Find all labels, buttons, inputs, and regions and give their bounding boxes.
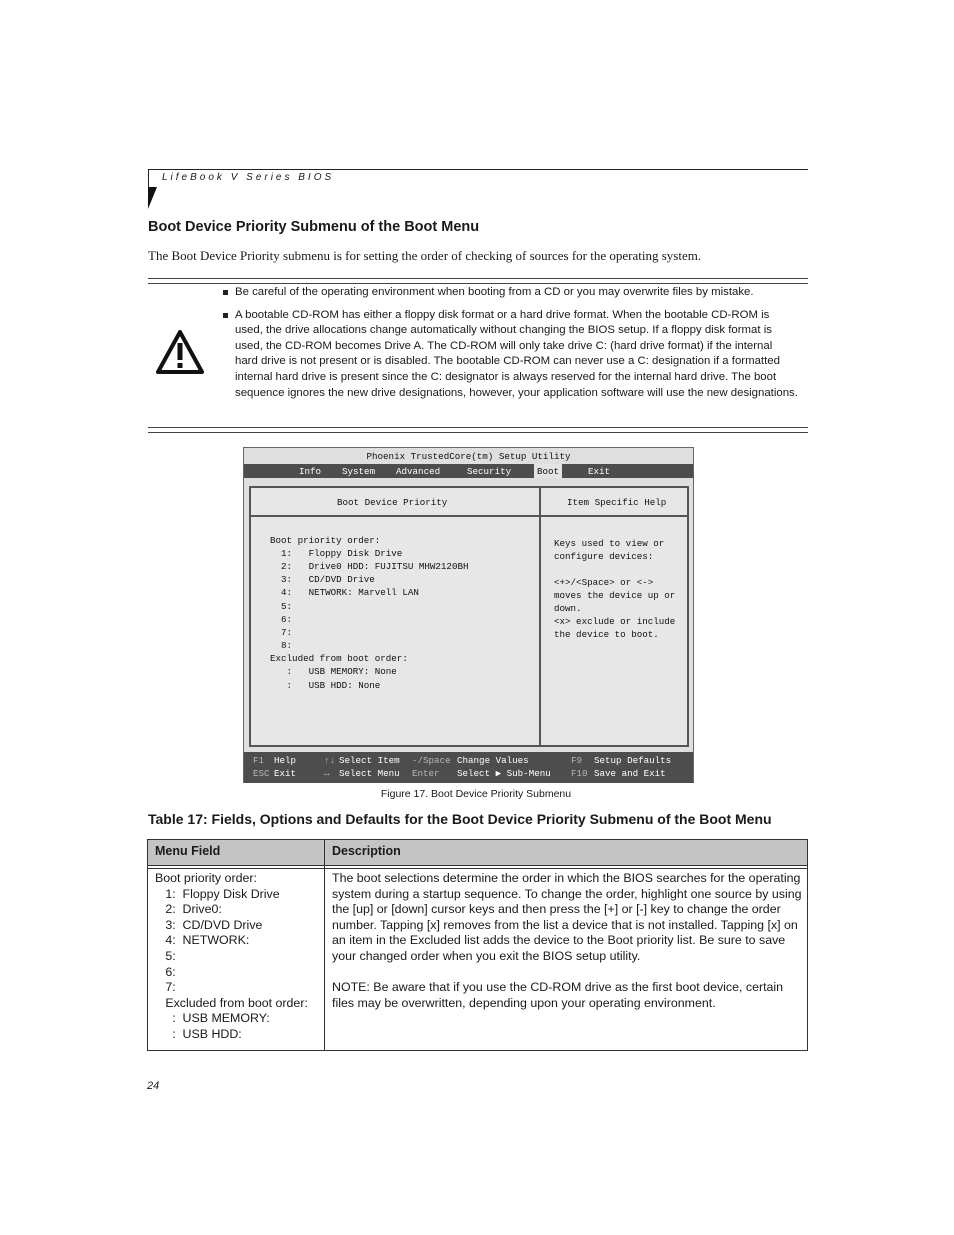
bios-key-minus: -/Space xyxy=(412,755,451,766)
bios-help-line: moves the device up or xyxy=(554,590,676,601)
section-heading: Boot Device Priority Submenu of the Boot Menu xyxy=(148,219,480,235)
table-header-divider xyxy=(148,866,807,869)
bios-boot-item[interactable]: 2: Drive0 HDD: FUJITSU MHW2120BH xyxy=(270,561,469,572)
table-header-row xyxy=(148,840,807,866)
bios-key-f9-label: Setup Defaults xyxy=(594,755,672,766)
bios-key-f10: F10 xyxy=(571,768,588,779)
running-header xyxy=(148,169,808,207)
bios-key-f10-label: Save and Exit xyxy=(594,768,666,779)
bios-key-f1: F1 xyxy=(253,755,265,766)
bios-panel-header xyxy=(249,486,541,517)
bios-boot-item[interactable]: 3: CD/DVD Drive xyxy=(270,574,375,585)
menu-field-item: 5: xyxy=(155,948,176,963)
description-cell xyxy=(332,871,802,1027)
bios-menu-boot[interactable]: Boot xyxy=(534,464,562,478)
column-header-description: Description xyxy=(332,844,401,858)
bullet-icon xyxy=(223,313,228,318)
running-header-text: LifeBook V Series BIOS xyxy=(162,172,335,183)
bios-menu-security[interactable]: Security xyxy=(467,466,512,477)
menu-field-item: 2: Drive0: xyxy=(155,902,222,917)
menu-field-item: 7: xyxy=(155,980,176,995)
bios-key-esc: ESC xyxy=(253,768,270,779)
bios-help-header xyxy=(539,486,689,517)
caution-bottom-rule xyxy=(148,427,808,433)
menu-field-item: 3: CD/DVD Drive xyxy=(155,917,263,932)
bios-key-updown: ↑↓ xyxy=(324,755,336,766)
bios-screenshot xyxy=(243,447,694,783)
bios-menubar xyxy=(244,464,693,478)
caution-list xyxy=(222,285,798,408)
caution-item-text: A bootable CD-ROM has either a floppy disk format or a hard drive format. When the bootable CD-ROM is used, the drive allocations change automatically without changing the BIOS setup. If a floppy disk format is used, the CD-ROM becomes Drive A. The CD-ROM will only take drive C: (hard drive format) if the internal hard drive is not present or is disabled. The bootable CD-ROM can never use a C: designation if a formatted internal hard drive is present since the C: designator is always reserved for the internal hard drive. The boot sequence ignores the new drive designations, however, your application software will use the new designations. xyxy=(235,308,798,399)
menu-field-list xyxy=(155,871,308,1043)
bios-key-legend xyxy=(244,752,693,783)
menu-field-item: Boot priority order: xyxy=(155,871,257,885)
menu-field-item: : USB HDD: xyxy=(155,1026,242,1041)
bios-boot-item[interactable]: 1: Floppy Disk Drive xyxy=(270,548,403,559)
bullet-icon xyxy=(223,290,228,295)
bios-help-line: Keys used to view or xyxy=(554,538,665,549)
bios-key-leftright-label: Select Menu xyxy=(339,768,400,779)
caution-top-rule xyxy=(148,278,808,284)
bios-boot-item[interactable]: 7: xyxy=(270,627,293,638)
menu-field-item: Excluded from boot order: xyxy=(155,995,308,1010)
bios-menu-info[interactable]: Info xyxy=(299,466,322,477)
bios-menu-exit[interactable]: Exit xyxy=(588,466,611,477)
description-note: NOTE: Be aware that if you use the CD-ROM drive as the first boot device, certain files may be overwritten, depending upon your operating environment. xyxy=(332,980,784,1010)
caution-item xyxy=(222,308,798,402)
bios-boot-item[interactable]: 4: NETWORK: Marvell LAN xyxy=(270,587,419,598)
menu-field-item: 4: NETWORK: xyxy=(155,933,250,948)
bios-boot-item[interactable]: 8: xyxy=(270,640,293,651)
bios-excluded-heading: Excluded from boot order: xyxy=(270,653,408,664)
bios-boot-item[interactable]: 6: xyxy=(270,614,293,625)
column-header-menu-field: Menu Field xyxy=(155,844,221,858)
caution-item-text: Be careful of the operating environment when booting from a CD or you may overwrite files by mistake. xyxy=(235,286,754,298)
bios-key-updown-label: Select Item xyxy=(339,755,400,766)
caution-item xyxy=(222,285,798,301)
caution-triangle-icon xyxy=(155,329,205,375)
bios-boot-order-panel xyxy=(249,515,541,747)
bios-key-f1-label: Help xyxy=(274,755,297,766)
bios-title: Phoenix TrustedCore(tm) Setup Utility xyxy=(366,451,571,462)
bios-key-enter-label: Select ▶ Sub-Menu xyxy=(457,768,551,779)
bios-excluded-item[interactable]: : USB MEMORY: None xyxy=(270,666,397,677)
bios-menu-advanced[interactable]: Advanced xyxy=(396,466,441,477)
table-column-divider xyxy=(324,840,325,1050)
description-paragraph: The boot selections determine the order in which the BIOS searches for the operating system during a startup sequence. To change the order, highlight one source by using the [up] or [down] cursor keys and then press the [+] or [-] key to change the order number. Tapping [x] removes from the list a device that is not installed. Tapping [x] on an item in the Excluded list adds the device to the Boot priority list. Be sure to save your changed order when you exit the BIOS setup utility. xyxy=(332,871,802,963)
table-title: Table 17: Fields, Options and Defaults for the Boot Device Priority Submenu of the Boot Menu xyxy=(148,811,772,827)
fields-table xyxy=(147,839,808,1051)
bios-help-line: the device to boot. xyxy=(554,629,659,640)
menu-field-item: 6: xyxy=(155,964,176,979)
bios-panel-title: Boot Device Priority xyxy=(337,497,448,508)
header-rule xyxy=(148,169,808,170)
bios-help-line: down. xyxy=(554,603,582,614)
header-marker-icon xyxy=(148,187,157,209)
bios-help-panel xyxy=(539,515,689,747)
bios-menu-system[interactable]: System xyxy=(342,466,376,477)
bios-excluded-item[interactable]: : USB HDD: None xyxy=(270,680,381,691)
bios-help-title: Item Specific Help xyxy=(567,497,667,508)
figure-caption: Figure 17. Boot Device Priority Submenu xyxy=(380,788,572,800)
bios-key-minus-label: Change Values xyxy=(457,755,529,766)
bios-help-line: <+>/<Space> or <-> xyxy=(554,577,654,588)
intro-paragraph: The Boot Device Priority submenu is for setting the order of checking of sources for the operating system. xyxy=(148,248,702,263)
bios-key-enter: Enter xyxy=(412,768,440,779)
bios-key-f9: F9 xyxy=(571,755,583,766)
bios-help-line: <x> exclude or include xyxy=(554,616,676,627)
bios-key-esc-label: Exit xyxy=(274,768,297,779)
bios-key-leftright: ↔ xyxy=(324,768,330,779)
menu-field-item: : USB MEMORY: xyxy=(155,1011,270,1026)
bios-boot-order-heading: Boot priority order: xyxy=(270,535,381,546)
bios-help-line: configure devices: xyxy=(554,551,654,562)
menu-field-item: 1: Floppy Disk Drive xyxy=(155,886,280,901)
bios-boot-item[interactable]: 5: xyxy=(270,601,293,612)
page-number: 24 xyxy=(147,1080,160,1092)
